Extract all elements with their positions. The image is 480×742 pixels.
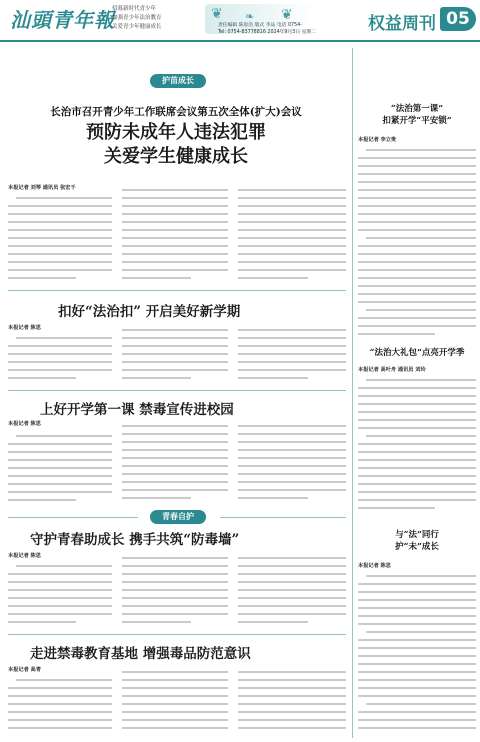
article3-byline: 本报记者 陈思 xyxy=(8,421,41,427)
article-separator xyxy=(8,390,346,391)
masthead-slogans xyxy=(112,5,202,32)
lead-body-col2 xyxy=(122,186,228,282)
leaf-icon: ❦ xyxy=(281,7,293,23)
article5-body-col1 xyxy=(8,676,112,738)
section-tag: 护苗成长 xyxy=(150,74,206,88)
lead-headline-line1: 预防未成年人违法犯罪 xyxy=(86,122,266,143)
section-rule-left xyxy=(8,517,138,518)
section-title: 权益周刊 xyxy=(368,14,436,34)
right-article1-title-line1: “法治第一课” xyxy=(390,104,444,114)
right-article3-body xyxy=(358,572,476,738)
slogan-line: 关爱青少年健康成长 xyxy=(112,24,162,30)
right-article1-title-line2: 扣紧开学“平安锁” xyxy=(382,116,452,126)
right-article3-title-line1: 与“法”同行 xyxy=(395,530,439,540)
article2-body-col2 xyxy=(122,326,228,382)
article4-body-col2 xyxy=(122,554,228,626)
section-rule-right xyxy=(220,517,346,518)
article4-byline: 本报记者 陈思 xyxy=(8,553,41,559)
article5-body-col2 xyxy=(122,668,228,738)
lead-byline: 本报记者 刘琴 通讯员 张宏千 xyxy=(8,185,76,191)
article4-body-col3 xyxy=(238,554,346,626)
article4-headline: 守护青春助成长 携手共筑“防毒墙” xyxy=(30,532,240,548)
article5-byline: 本报记者 高青 xyxy=(8,667,41,673)
right-article2-title: “法治大礼包”点亮开学季 xyxy=(369,348,465,358)
leaf-icon: ❦ xyxy=(211,6,223,22)
lead-body-col3 xyxy=(238,186,346,282)
article2-body-col1 xyxy=(8,334,112,382)
article4-body-col1 xyxy=(8,562,112,626)
article3-body-col3 xyxy=(238,422,346,502)
article3-headline: 上好开学第一课 禁毒宣传进校园 xyxy=(40,402,234,418)
article3-body-col1 xyxy=(8,432,112,504)
column-divider xyxy=(352,48,353,738)
article-separator xyxy=(8,634,346,635)
right-article1-byline: 本报记者 李立贵 xyxy=(358,137,397,143)
section-tag: 青春自护 xyxy=(150,510,206,524)
right-article1-body xyxy=(358,146,476,338)
leaf-icon: ❧ xyxy=(245,10,255,23)
right-article3-title-line2: 护“未”成长 xyxy=(395,542,439,552)
lead-kicker: 长治市召开青少年工作联席会议第五次全体(扩大)会议 xyxy=(50,106,302,118)
masthead xyxy=(0,0,480,42)
article2-byline: 本报记者 陈思 xyxy=(8,325,41,331)
lead-body-col1 xyxy=(8,194,112,282)
lead-headline-line2: 关爱学生健康成长 xyxy=(104,146,248,167)
info-line: Tel: 0754-83778816 2024年9月3日 星期二 xyxy=(218,30,317,35)
issue-info xyxy=(218,22,316,36)
page-number: 05 xyxy=(440,7,476,31)
newspaper-logo: 汕頭青年報 xyxy=(10,8,115,32)
article2-body-col3 xyxy=(238,326,346,382)
article5-headline: 走进禁毒教育基地 增强毒品防范意识 xyxy=(30,646,251,662)
article2-headline: 扣好“法治扣” 开启美好新学期 xyxy=(58,304,241,320)
right-article2-byline: 本报记者 高叶舟 通讯员 刘玲 xyxy=(358,367,426,373)
article3-body-col2 xyxy=(122,422,228,502)
slogan-line: 加强青少年法治教育 xyxy=(112,15,162,21)
right-article2-body xyxy=(358,376,476,512)
slogan-line: 招募新时代青少年 xyxy=(112,6,157,12)
article5-body-col3 xyxy=(238,668,346,738)
info-line: 责任编辑 陈思浩 版式 李品 电话 0754- xyxy=(218,23,302,28)
article-separator xyxy=(8,290,346,291)
right-article3-byline: 本报记者 陈思 xyxy=(358,563,391,569)
